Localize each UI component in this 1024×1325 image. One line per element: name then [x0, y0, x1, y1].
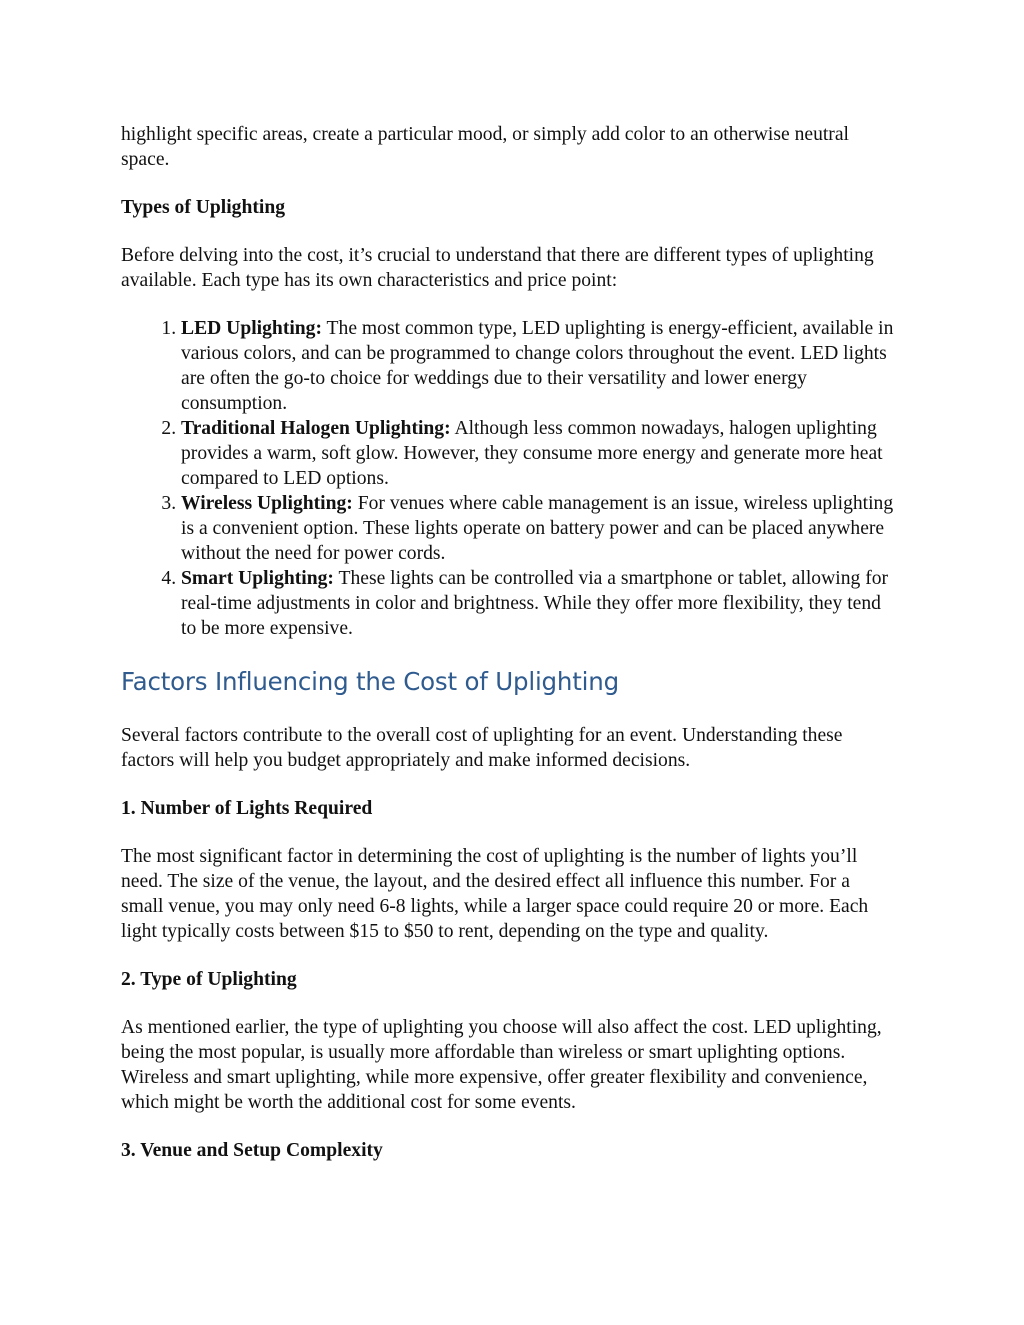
- list-item-text: For venues where cable management is an issue, wireless uplighting is a convenient option. These lights operate on battery power and can be placed anywhere without the need for power cords.: [181, 493, 894, 564]
- factor-2-heading: 2. Type of Uplighting: [121, 969, 297, 990]
- factors-section-heading: Factors Influencing the Cost of Uplighting: [121, 667, 619, 696]
- list-item-led: [181, 316, 896, 416]
- types-intro-paragraph: Before delving into the cost, it’s crucial to understand that there are different types of uplighting available. Each type has its own characteristics and price point:: [121, 245, 874, 291]
- list-item-smart: [181, 566, 896, 641]
- uplighting-types-list: [121, 316, 896, 641]
- list-item-halogen: [181, 416, 896, 491]
- factor-3-heading: 3. Venue and Setup Complexity: [121, 1140, 383, 1161]
- list-item-text: The most common type, LED uplighting is energy-efficient, available in various colors, and can be programmed to change colors throughout the event. LED lights are often the go-to choice for weddings due to their versatility and lower energy consumption.: [181, 318, 894, 414]
- factors-intro-paragraph: Several factors contribute to the overall cost of uplighting for an event. Understanding these factors will help you budget appropriately and make informed decisions.: [121, 725, 843, 771]
- list-item-text: Although less common nowadays, halogen uplighting provides a warm, soft glow. However, they consume more energy and generate more heat compared to LED options.: [181, 418, 883, 489]
- list-item-text: These lights can be controlled via a smartphone or tablet, allowing for real-time adjustments in color and brightness. While they offer more flexibility, they tend to be more expensive.: [181, 568, 889, 639]
- list-item-wireless: [181, 491, 896, 566]
- document-page: [121, 122, 896, 1186]
- list-item-term: LED Uplighting:: [181, 318, 323, 339]
- intro-continuation-paragraph: highlight specific areas, create a particular mood, or simply add color to an otherwise neutral space.: [121, 124, 849, 170]
- list-item-term: Traditional Halogen Uplighting:: [181, 418, 451, 439]
- factor-2-paragraph: As mentioned earlier, the type of uplighting you choose will also affect the cost. LED uplighting, being the most popular, is usually more affordable than wireless or smart uplighting options. Wireless and smart uplighting, while more expensive, offer greater flexibility and convenience, which might be worth the additional cost for some events.: [121, 1017, 882, 1113]
- types-heading: Types of Uplighting: [121, 197, 286, 218]
- list-item-term: Smart Uplighting:: [181, 568, 334, 589]
- list-item-term: Wireless Uplighting:: [181, 493, 353, 514]
- factor-1-heading: 1. Number of Lights Required: [121, 798, 373, 819]
- factor-1-paragraph: The most significant factor in determining the cost of uplighting is the number of lights you’ll need. The size of the venue, the layout, and the desired effect all influence this number. For a small venue, you may only need 6-8 lights, while a larger space could require 20 or more. Each light typically costs between $15 to $50 to rent, depending on the type and quality.: [121, 846, 869, 942]
